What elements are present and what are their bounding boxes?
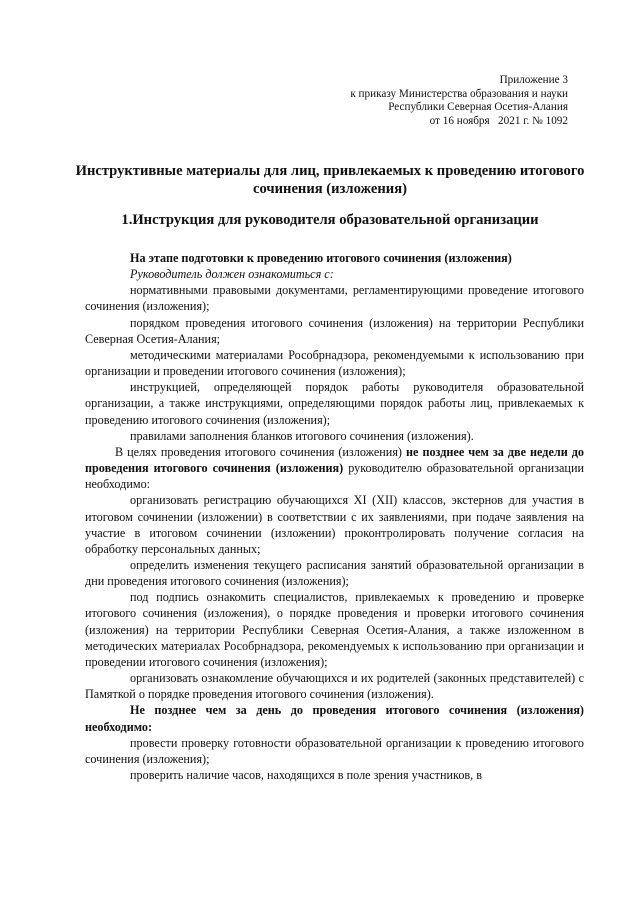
paragraph: инструкцией, определяющей порядок работы руководителя образовательной организации, а также инструкциями, определяющими порядок работы лиц, привлекаемых к проведению итогового сочинения (изложения); [85,380,584,427]
paragraph-text: В целях проведения итогового сочинения (изложения) [115,444,406,459]
paragraph: правилами заполнения бланков итогового сочинения (изложения). [130,428,474,443]
deadline-emphasis: не позднее чем за две недели до проведения итогового сочинения (изложения) [85,444,584,476]
paragraph: определить изменения текущего расписания занятий образовательной организации в дни проведения итогового сочинения (изложения); [85,557,584,589]
paragraph: организовать ознакомление обучающихся и их родителей (законных представителей) с Памяткой о порядке проведения итогового сочинения (изложения). [85,671,584,702]
annex-order-ref: к приказу Министерства образования и науки [350,87,568,100]
annex-number: Приложение 3 [499,74,568,86]
annex-block [268,74,568,128]
paragraph-text: руководителю образовательной организации необходимо: [85,461,584,492]
annex-date: от 16 ноября 2021 г. № 1092 [429,114,568,127]
paragraph: провести проверку готовности образовательной организации к проведению итогового сочинения (изложения); [85,735,584,766]
paragraph: организовать регистрацию обучающихся XI (XII) классов, экстернов для участия в итоговом сочинении (изложении) в соответствии с их заявлениями, при подаче заявления на участие в итоговом сочинении (изложении) проконтролировать получение согласия на обработку персональных данных; [85,493,584,556]
section-title: 1.Инструкция для руководителя образовательной организации [121,212,539,228]
paragraph: под подпись ознакомить специалистов, привлекаемых к проведению и проверке итогового сочинения (изложения), о порядке проведения и проверки итогового сочинения (изложения) на территории Республики Северная Осетия-Алания, а также изложенном в методических материалах Рособрнадзора, рекомендуемых к использованию при организации и проведении итогового сочинения (изложения); [85,590,584,669]
paragraph [85,444,584,492]
document-body [85,250,584,783]
paragraph: порядком проведения итогового сочинения (изложения) на территории Республики Северная Осетия-Алания; [85,315,584,346]
paragraph: нормативными правовыми документами, регламентирующими проведение итогового сочинения (изложения); [85,283,584,314]
stage-heading: На этапе подготовки к проведению итогового сочинения (изложения) [130,251,512,265]
annex-republic: Республики Северная Осетия-Алания [388,101,568,114]
must-know-line: Руководитель должен ознакомиться с: [130,267,334,282]
paragraph: проверить наличие часов, находящихся в поле зрения участников, в [130,768,483,782]
day-before-heading: Не позднее чем за день до проведения итогового сочинения (изложения) необходимо: [85,703,584,734]
document-title: Инструктивные материалы для лиц, привлекаемых к проведению итогового сочинения (изложения) [75,163,585,197]
paragraph: методическими материалами Рособрнадзора, рекомендуемыми к использованию при организации и проведении итогового сочинения (изложения); [85,347,584,379]
